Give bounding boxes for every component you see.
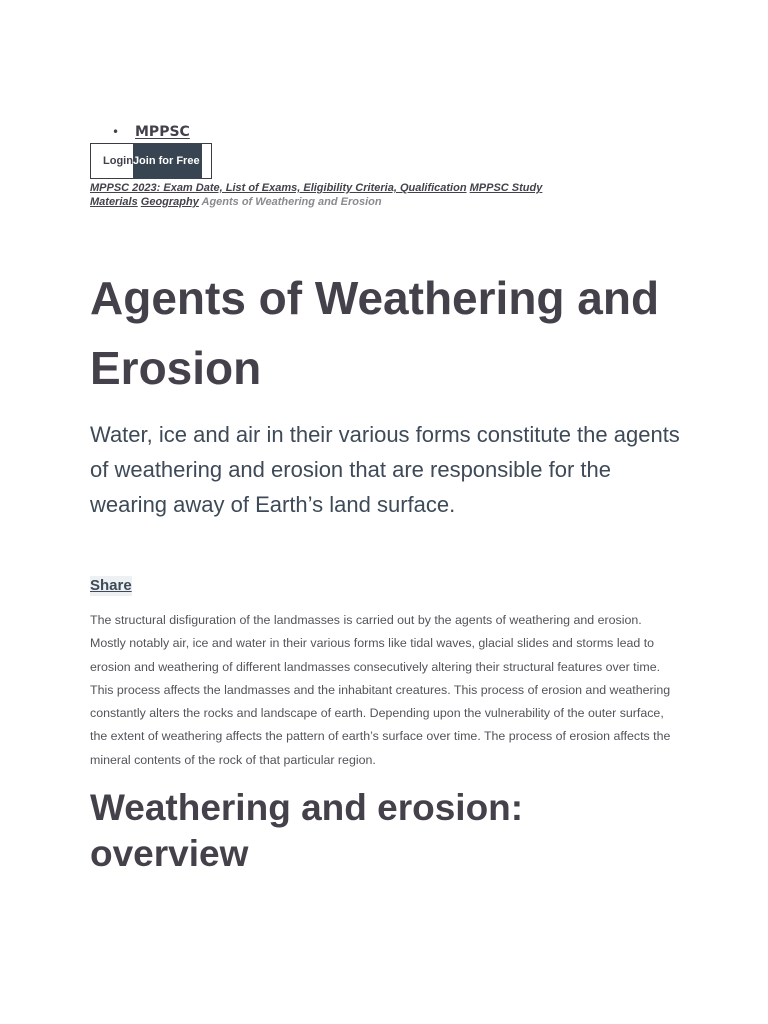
page-title: Agents of Weathering and Erosion [90, 272, 660, 394]
share-button[interactable]: Share [90, 577, 132, 594]
breadcrumb-item-geography[interactable]: Geography [140, 196, 199, 208]
auth-buttons [90, 143, 212, 179]
top-nav [90, 122, 190, 142]
join-for-free-button[interactable]: Join for Free [133, 143, 202, 179]
breadcrumb [90, 181, 570, 209]
article-body: The structural disfiguration of the landmasses is carried out by the agents of weathering and erosion. Mostly notably air, ice and water in their various forms like tidal waves, glacial slides and storms lead to erosion and weathering of different landmasses consecutively altering their structural features over time. This process affects the landmasses and the inhabitant creatures. This process of erosion and weathering constantly alters the rocks and landscape of earth. Depending upon the vulnerability of the outer surface, the extent of weathering affects the pattern of earth’s surface over time. The process of erosion affects the mineral contents of the rock of that particular region. [90, 613, 671, 767]
nav-link-mppsc[interactable]: MPPSC [135, 124, 190, 140]
section-heading: Weathering and erosion: overview [90, 787, 524, 874]
article-lead: Water, ice and air in their various forms constitute the agents of weathering and erosion that are responsible for the wearing away of Earth’s land surface. [90, 422, 680, 517]
breadcrumb-current: Agents of Weathering and Erosion [201, 196, 382, 208]
breadcrumb-item-mppsc-2023[interactable]: MPPSC 2023: Exam Date, List of Exams, Eligibility Criteria, Qualification [90, 182, 467, 194]
list-bullet: • [112, 125, 120, 139]
login-button[interactable]: Login [103, 155, 133, 167]
breadcrumb-item-study-materials[interactable]: MPPSC Study Materials [90, 182, 543, 208]
nav-item-mppsc [90, 122, 190, 142]
